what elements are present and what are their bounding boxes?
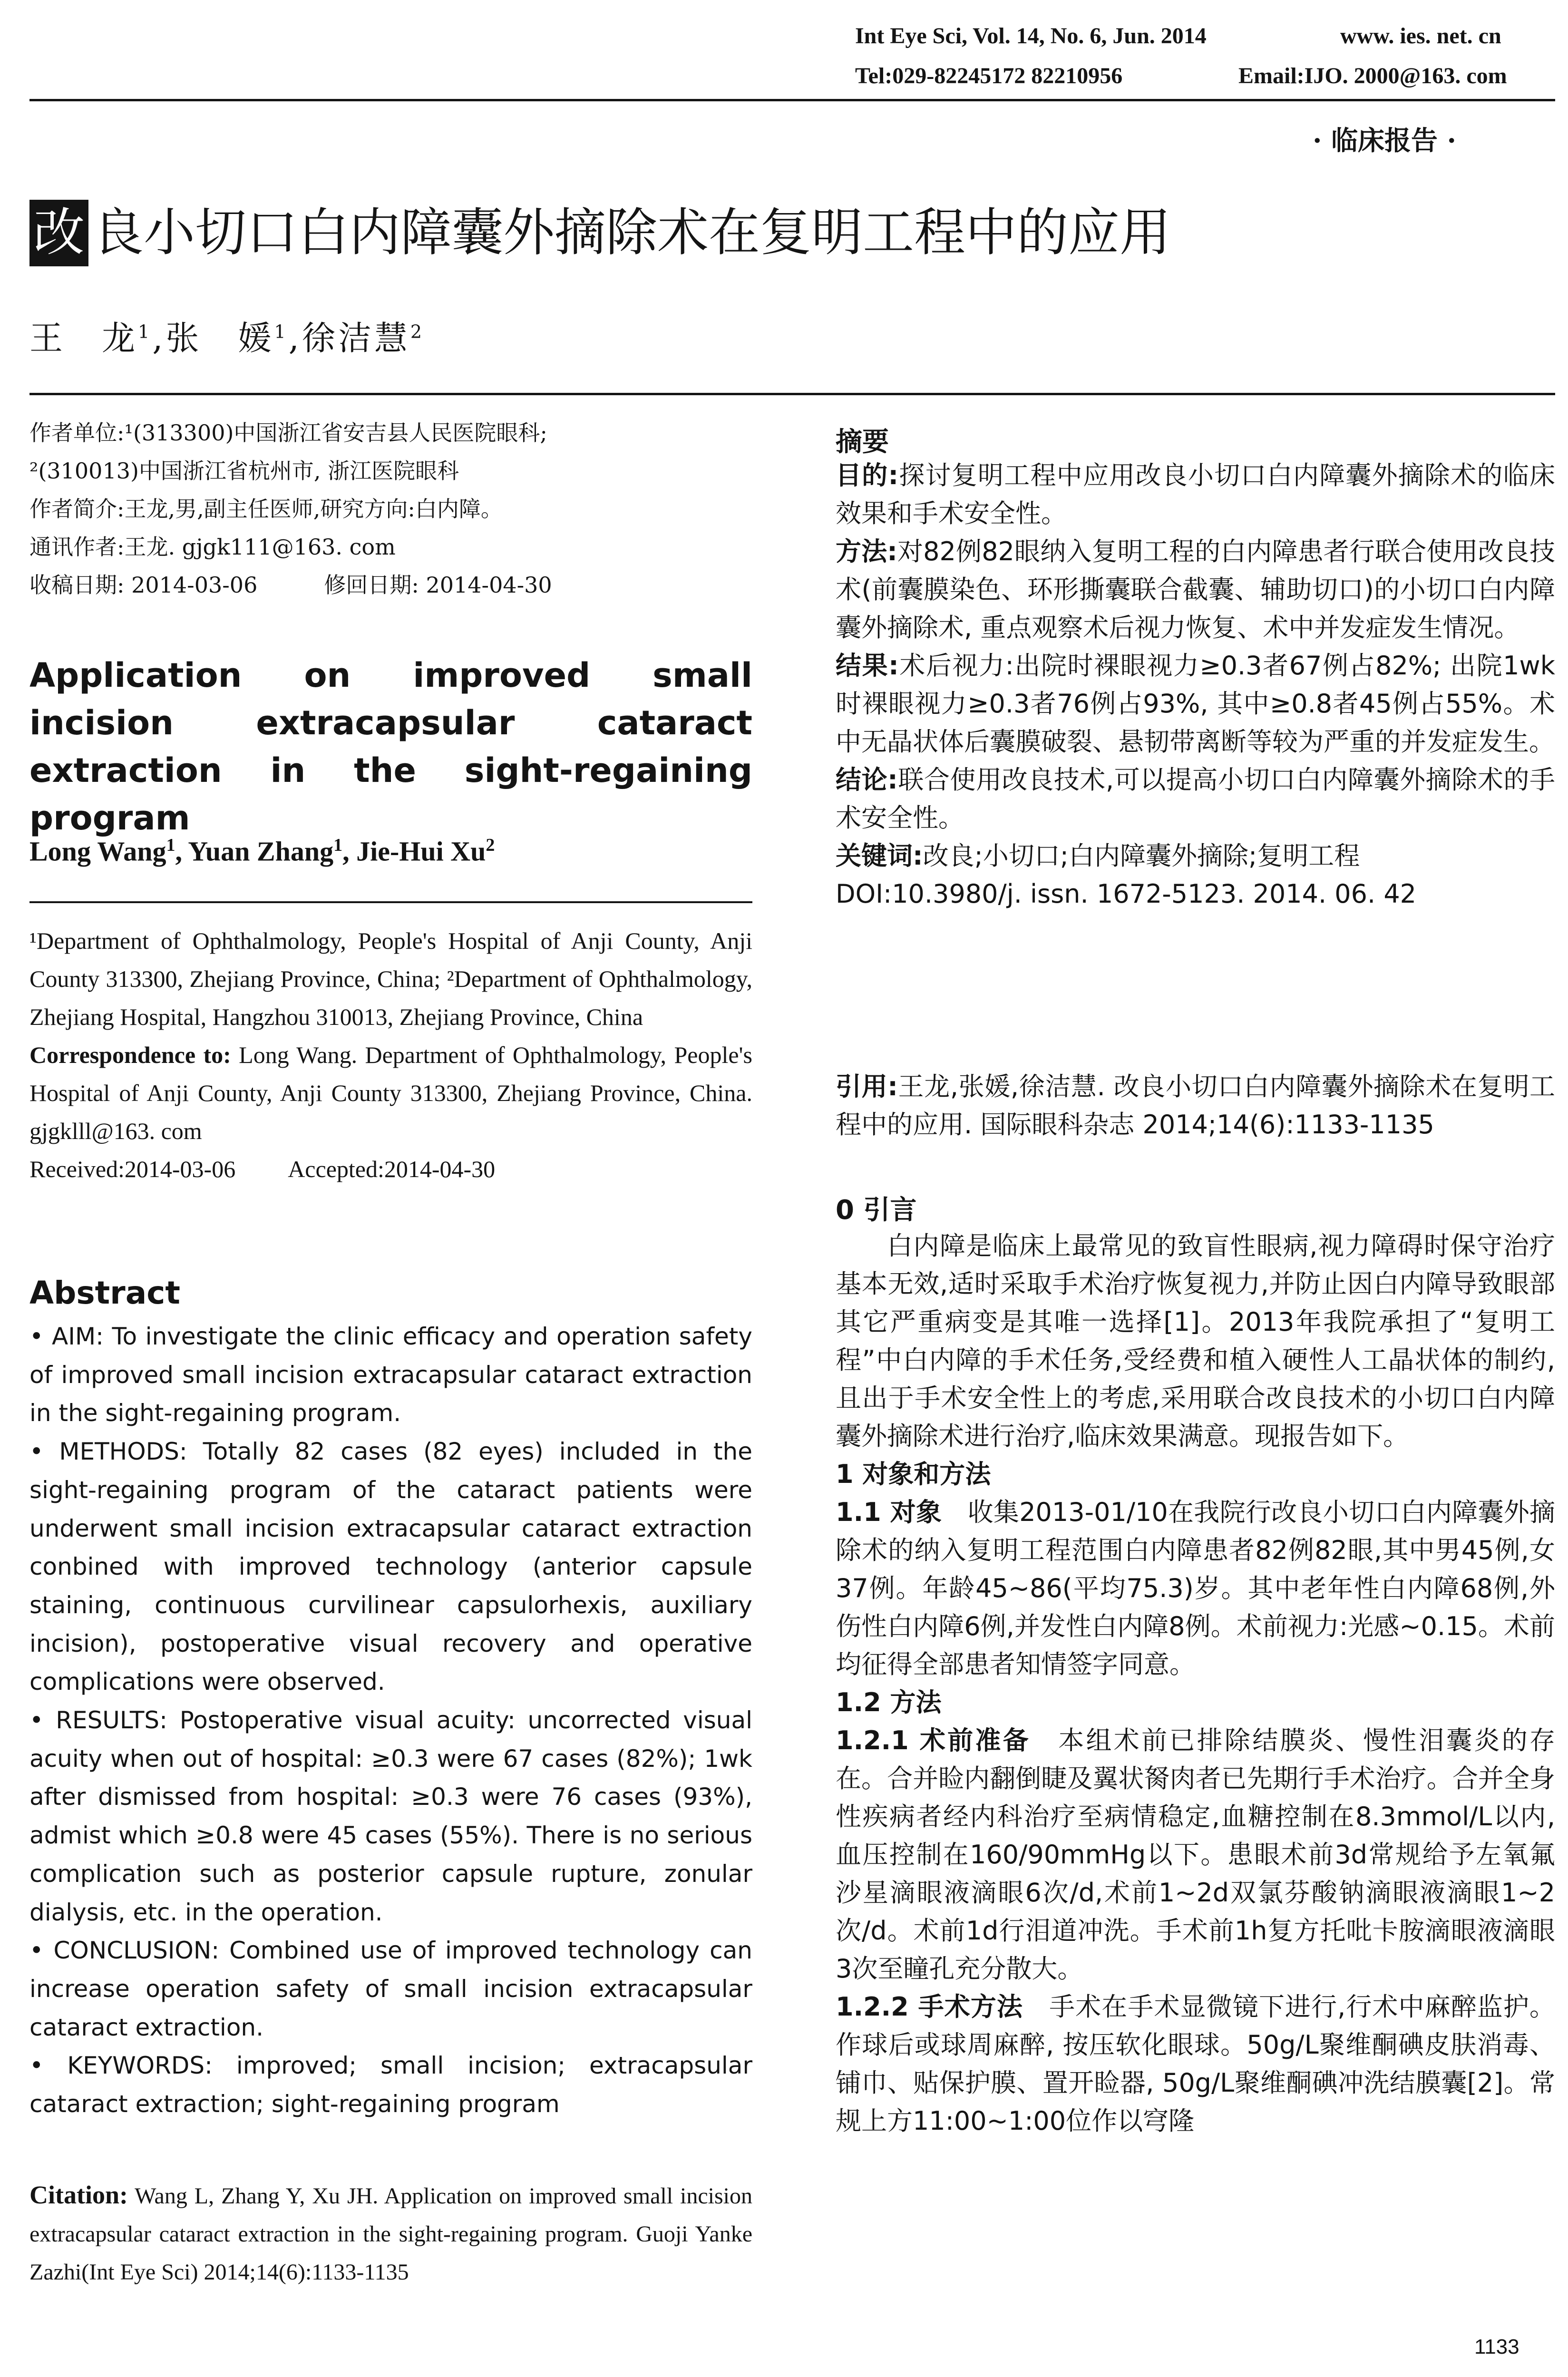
authors-cn: 王 龙$^1$,张 媛$^1$,徐洁慧$^2$	[29, 319, 425, 358]
en-citation	[29, 2176, 752, 2291]
en-author-sup: 1	[333, 835, 343, 855]
en-authors-rule	[29, 901, 752, 903]
en-dates	[29, 1150, 752, 1188]
abstract-conclusion: • CONCLUSION: Combined use of improved technology can increase operation safety of small incision extracapsular cataract extraction.	[29, 1937, 752, 2041]
subjects-paragraph	[836, 1493, 1555, 1684]
page-title	[29, 200, 1171, 266]
en-accepted-date: Accepted:2014-04-30	[288, 1156, 496, 1182]
en-affiliation: ¹Department of Ophthalmology, People's Hospital of Anji County, Anji County 313300, Zhejiang Province, China; ²Department of Ophthalmology, Zhejiang Hospital, Hangzhou 310013, Zhejiang Province, China	[29, 927, 752, 1030]
abstract-aim: • AIM: To investigate the clinic efficacy and operation safety of improved small incision extracapsular cataract extraction in the sight-regaining program.	[29, 1323, 752, 1427]
en-received-date: Received:2014-03-06	[29, 1156, 236, 1182]
en-author-name: Jie-Hui Xu	[356, 836, 486, 867]
cn-abstract-heading: 摘要	[836, 427, 889, 458]
authors-rule	[29, 393, 1555, 395]
en-author-sup: 2	[486, 835, 495, 855]
cn-citation-label: 引用:	[836, 1072, 898, 1101]
journal-tel: Tel:029-82245172 82210956	[855, 63, 1123, 88]
en-meta	[29, 922, 752, 1188]
cn-received-date: 收稿日期: 2014-03-06	[29, 572, 258, 598]
author-name: 徐洁慧	[302, 319, 410, 358]
citation-text: Wang L, Zhang Y, Xu JH. Application on improved small incision extracapsular cataract extraction in the sight-regaining program. Guoji Yanke Zazhi(Int Eye Sci) 2014;14(6):1133-1135	[29, 2183, 752, 2285]
cn-doi: DOI:10.3980/j. issn. 1672-5123. 2014. 06. 42	[836, 879, 1417, 909]
correspondence-label: Correspondence to:	[29, 1042, 231, 1068]
cn-abstract	[836, 457, 1555, 913]
section-tag: · 临床报告 ·	[1313, 125, 1456, 156]
en-author-name: Long Wang	[29, 836, 166, 867]
cn-aim	[836, 457, 1555, 533]
header-rule	[29, 99, 1555, 101]
en-author-sup: 1	[166, 835, 175, 855]
cn-affiliation-2: ²(310013)中国浙江省杭州市, 浙江医院眼科	[29, 458, 459, 484]
cn-conclusion	[836, 761, 1555, 837]
cn-methods	[836, 533, 1555, 647]
subjects-label: 1.1 对象	[836, 1497, 942, 1527]
cn-conclusion-text: 联合使用改良技术,可以提高小切口白内障囊外摘除术的手术安全性。	[836, 765, 1555, 833]
cn-dates	[29, 566, 752, 604]
journal-info: Int Eye Sci, Vol. 14, No. 6, Jun. 2014	[855, 23, 1207, 49]
cn-conclusion-label: 结论:	[836, 765, 898, 795]
title-text: 良小切口白内障囊外摘除术在复明工程中的应用	[92, 203, 1171, 263]
cn-methods-text: 对82例82眼纳入复明工程的白内障患者行联合使用改良技术(前囊膜染色、环形撕囊联合截囊、辅助切口)的小切口白内障囊外摘除术, 重点观察术后视力恢复、术中并发症发生情况。	[836, 536, 1555, 643]
cn-citation-text: 王龙,张媛,徐洁慧. 改良小切口白内障囊外摘除术在复明工程中的应用. 国际眼科杂志 2014;14(6):1133-1135	[836, 1072, 1555, 1140]
subjects-text: 收集2013-01/10在我院行改良小切口白内障囊外摘除术的纳入复明工程范围白内障患者82例82眼,其中男45例,女37例。年龄45~86(平均75.3)岁。其中老年性白内障68例,外伤性白内障6例,并发性白内障8例。术前视力:光感~0.15。术前均征得全部患者知情签字同意。	[836, 1497, 1556, 1679]
cn-methods-label: 方法:	[836, 536, 897, 566]
cn-correspondence: 通讯作者:王龙. gjgk111@163. com	[29, 534, 396, 560]
abstract-methods: • METHODS: Totally 82 cases (82 eyes) included in the sight-regaining program of the cataract patients were underwent small incision extracapsular cataract extraction conbined with improved technology (anterior capsule staining, continuous curvilinear capsulorhexis, auxiliary incision), postoperative visual recovery and operative complications were observed.	[29, 1438, 752, 1696]
abstract-keywords: • KEYWORDS: improved; small incision; extracapsular cataract extraction; sight-regaining program	[29, 2052, 752, 2118]
preop-text: 本组术前已排除结膜炎、慢性泪囊炎的存在。合并睑内翻倒睫及翼状胬肉者已先期行手术治疗。合并全身性疾病者经内科治疗至病情稳定,血糖控制在8.3mmol/L以内, 血压控制在160/90mmHg以下。患眼术前3d常规给予左氧氟沙星滴眼液滴眼6次/d,术前1~2d双氯芬酸钠滴眼液滴眼1~2次/d。术前1d行泪道冲洗。手术前1h复方托吡卡胺滴眼液滴眼3次至瞳孔充分散大。	[836, 1725, 1556, 1984]
author-sup: 1	[274, 321, 289, 342]
en-authors: Long Wang$^1$, Yuan Zhang$^1$, Jie-Hui Xu$^2$	[29, 835, 495, 867]
citation-label: Citation:	[29, 2181, 128, 2209]
author-sup: 2	[410, 321, 425, 342]
method-subheading: 1.2 方法	[836, 1687, 942, 1717]
author-name: 王 龙	[29, 319, 138, 358]
preop-label: 1.2.1 术前准备	[836, 1725, 1031, 1755]
author-sup: 1	[138, 321, 153, 342]
cn-aim-text: 探讨复明工程中应用改良小切口白内障囊外摘除术的临床效果和手术安全性。	[836, 460, 1555, 528]
surgery-label: 1.2.2 手术方法	[836, 1992, 1023, 2022]
intro-paragraph: 白内障是临床上最常见的致盲性眼病,视力障碍时保守治疗基本无效,适时采取手术治疗恢复视力,并防止因白内障导致眼部其它严重病变是其唯一选择[1]。2013年我院承担了“复明工程”中白内障的手术任务,受经费和植入硬性人工晶状体的制约,且出于手术安全性上的考虑,采用联合改良技术的小切口白内障囊外摘除术进行治疗,临床效果满意。现报告如下。	[836, 1231, 1555, 1451]
cn-keywords-label: 关键词:	[836, 841, 923, 871]
en-author-name: Yuan Zhang	[188, 836, 334, 867]
cn-results	[836, 647, 1555, 761]
cn-aim-label: 目的:	[836, 460, 899, 490]
abstract-results: • RESULTS: Postoperative visual acuity: uncorrected visual acuity when out of hospital: ≥0.3 were 67 cases (82%); 1wk after dismissed from hospital: ≥0.3 were 76 cases (93%), admist which ≥0.8 were 45 cases (55%). There is no serious complication such as posterior capsule rupture, zonular dialysis, etc. in the operation.	[29, 1706, 752, 1926]
cn-revised-date: 修回日期: 2014-04-30	[324, 572, 552, 598]
abstract-heading: Abstract	[29, 1275, 180, 1311]
author-name: 张 媛	[166, 319, 274, 358]
methods-heading: 1 对象和方法	[836, 1459, 991, 1489]
surgery-paragraph	[836, 1988, 1555, 2140]
page-number: 1133	[1474, 2335, 1519, 2358]
title-first-char: 改	[29, 200, 88, 266]
cn-keywords	[836, 837, 1555, 875]
preop-paragraph	[836, 1722, 1555, 1988]
cn-results-label: 结果:	[836, 651, 899, 681]
surgery-text: 手术在手术显微镜下进行,行术中麻醉监护。作球后或球周麻醉, 按压软化眼球。50g/L聚维酮碘皮肤消毒、铺巾、贴保护膜、置开睑器, 50g/L聚维酮碘冲洗结膜囊[2]。常规上方11:00~1:00位作以穹隆	[836, 1992, 1556, 2136]
cn-keywords-text: 改良;小切口;白内障囊外摘除;复明工程	[923, 841, 1360, 871]
cn-citation	[836, 1068, 1555, 1144]
journal-website: www. ies. net. cn	[1340, 23, 1501, 49]
cn-body	[836, 1227, 1555, 2140]
en-title: Application on improved small incision extracapsular cataract extraction in the sight-regaining program	[29, 656, 752, 838]
intro-heading: 0 引言	[836, 1195, 917, 1226]
en-correspondence	[29, 1036, 752, 1150]
cn-author-bio: 作者简介:王龙,男,副主任医师,研究方向:白内障。	[29, 496, 503, 522]
abstract-body	[29, 1317, 752, 2124]
correspondence-text: Long Wang. Department of Ophthalmology, People's Hospital of Anji County, Anji County 313300, Zhejiang Province, China. gjgklll@163. com	[29, 1042, 752, 1144]
cn-results-text: 术后视力:出院时裸眼视力≥0.3者67例占82%; 出院1wk时裸眼视力≥0.3者76例占93%, 其中≥0.8者45例占55%。术中无晶状体后囊膜破裂、悬韧带离断等较为严重的并发症发生。	[836, 651, 1555, 757]
cn-meta	[29, 414, 752, 604]
journal-email: Email:IJO. 2000@163. com	[1238, 63, 1507, 88]
cn-affiliation-1: 作者单位:¹(313300)中国浙江省安吉县人民医院眼科;	[29, 420, 547, 446]
